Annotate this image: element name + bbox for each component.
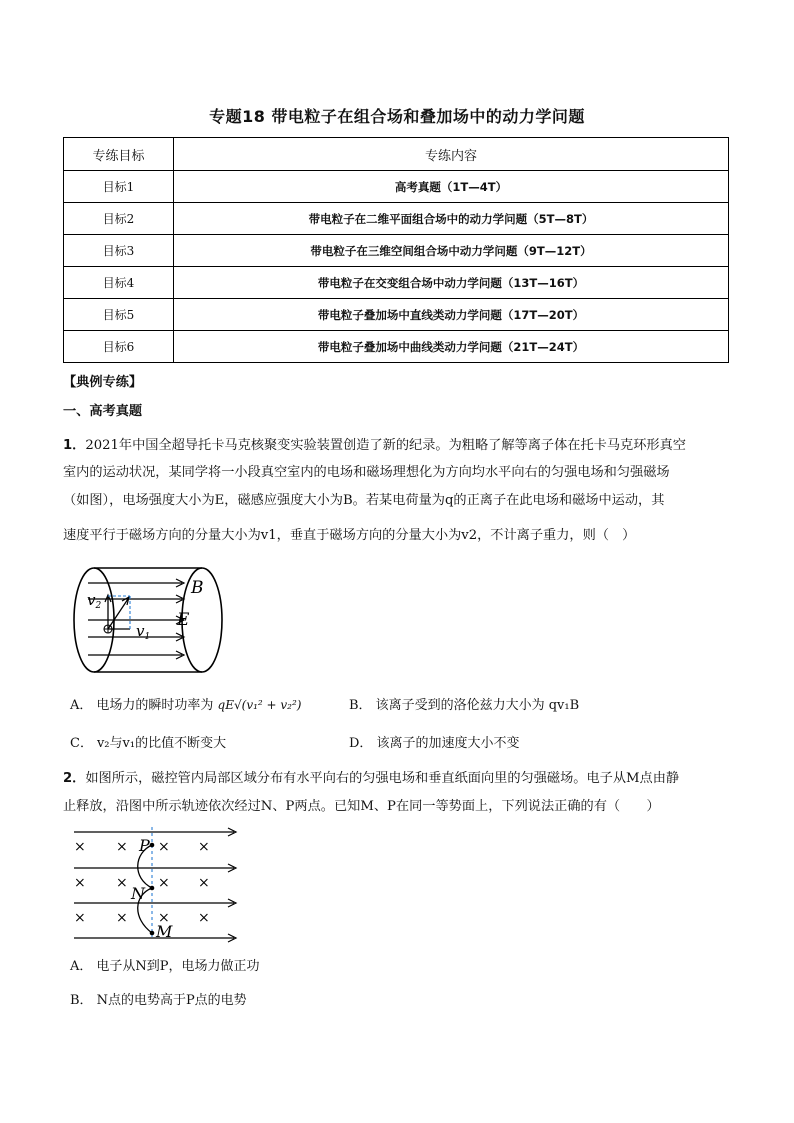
svg-text:×: × bbox=[158, 839, 170, 855]
table-cell: 目标2 bbox=[64, 203, 174, 235]
question-number: 1． bbox=[63, 438, 86, 453]
table-row bbox=[64, 235, 729, 267]
electric-field-lines bbox=[74, 828, 236, 942]
table-row bbox=[64, 203, 729, 235]
table-cell: 带电粒子在三维空间组合场中动力学问题（9T—12T） bbox=[174, 235, 729, 267]
svg-text:×: × bbox=[116, 875, 128, 891]
option-label: A． bbox=[70, 959, 93, 974]
svg-text:×: × bbox=[74, 839, 86, 855]
table-cell: 目标4 bbox=[64, 267, 174, 299]
option-c[interactable] bbox=[70, 732, 226, 751]
svg-text:×: × bbox=[198, 875, 210, 891]
svg-text:×: × bbox=[116, 910, 128, 926]
e-field-label: E bbox=[177, 610, 190, 630]
question-number: 2． bbox=[63, 771, 86, 786]
option-a[interactable] bbox=[70, 955, 260, 974]
table-cell: 带电粒子在交变组合场中动力学问题（13T—16T） bbox=[174, 267, 729, 299]
option-label: D． bbox=[349, 736, 373, 751]
svg-text:×: × bbox=[158, 875, 170, 891]
option-label: B． bbox=[70, 993, 93, 1008]
section-header: 【典例专练】 bbox=[63, 375, 143, 390]
table-cell: 带电粒子叠加场中曲线类动力学问题（21T—24T） bbox=[174, 331, 729, 363]
option-text: 电子从N到P，电场力做正功 bbox=[96, 959, 260, 974]
option-d[interactable] bbox=[349, 732, 519, 751]
table-cell: 目标1 bbox=[64, 171, 174, 203]
n-label: N bbox=[131, 884, 145, 903]
point-m bbox=[150, 931, 155, 936]
svg-text:×: × bbox=[198, 910, 210, 926]
table-cell: 目标6 bbox=[64, 331, 174, 363]
svg-text:×: × bbox=[158, 910, 170, 926]
question-line: （如图），电场强度大小为E，磁感应强度大小为B。若某电荷量为q的正离子在此电场和磁场中运动，其 bbox=[63, 493, 665, 508]
v1-label: $v_1$ bbox=[136, 622, 151, 642]
question-line bbox=[63, 436, 733, 456]
option-label: B． bbox=[349, 698, 372, 713]
table-header-cell: 专练内容 bbox=[174, 138, 729, 171]
option-text: v₂与v₁的比值不断变大 bbox=[96, 736, 227, 751]
table-header-row bbox=[64, 138, 729, 171]
resultant-velocity-vector bbox=[108, 599, 128, 629]
option-label: C． bbox=[70, 736, 93, 751]
subsection-title: 一、高考真题 bbox=[63, 404, 143, 419]
point-n bbox=[150, 886, 155, 891]
question-text: 2021年中国全超导托卡马克核聚变实验装置创造了新的纪录。为粗略了解等离子体在托卡马克环形真空 bbox=[85, 438, 686, 453]
option-label: A． bbox=[70, 698, 93, 713]
point-p bbox=[150, 843, 155, 848]
m-label: M bbox=[156, 922, 173, 941]
table-cell: 高考真题（1T—4T） bbox=[174, 171, 729, 203]
option-a[interactable] bbox=[70, 694, 301, 713]
option-text: N点的电势高于P点的电势 bbox=[96, 993, 247, 1008]
option-text: 该离子受到的洛伦兹力大小为 qv₁B bbox=[375, 698, 580, 713]
v2-label: $v_2$ bbox=[87, 591, 102, 611]
power-formula: qE√(v₁² + v₂²) bbox=[217, 698, 302, 712]
table-cell: 目标3 bbox=[64, 235, 174, 267]
option-b[interactable] bbox=[349, 694, 579, 713]
table-row bbox=[64, 331, 729, 363]
svg-text:×: × bbox=[116, 839, 128, 855]
option-b[interactable] bbox=[70, 989, 247, 1008]
table-row bbox=[64, 299, 729, 331]
question-line: 速度平行于磁场方向的分量大小为v1，垂直于磁场方向的分量大小为v2，不计离子重力，则（ ） bbox=[63, 528, 636, 543]
table-cell: 目标5 bbox=[64, 299, 174, 331]
question-text: 如图所示，磁控管内局部区域分布有水平向右的匀强电场和垂直纸面向里的匀强磁场。电子从M点由静 bbox=[85, 771, 680, 786]
goals-table bbox=[63, 137, 729, 363]
tokamak-field-figure bbox=[70, 563, 230, 678]
field-lines bbox=[88, 579, 184, 659]
svg-text:×: × bbox=[74, 910, 86, 926]
b-field-label: B bbox=[191, 578, 204, 598]
svg-text:×: × bbox=[74, 875, 86, 891]
table-row bbox=[64, 171, 729, 203]
table-row bbox=[64, 267, 729, 299]
question-line: 室内的运动状况，某同学将一小段真空室内的电场和磁场理想化为方向均水平向右的匀强电场和匀强磁场 bbox=[63, 465, 670, 480]
question-line bbox=[63, 769, 733, 789]
option-text: 该离子的加速度大小不变 bbox=[376, 736, 520, 751]
page-title: 专题18 带电粒子在组合场和叠加场中的动力学问题 bbox=[209, 107, 585, 126]
p-label: P bbox=[139, 836, 150, 855]
magnetron-field-figure bbox=[66, 823, 246, 948]
question-line: 止释放，沿图中所示轨迹依次经过N、P两点。已知M、P在同一等势面上，下列说法正确的有（ ） bbox=[63, 799, 660, 814]
table-header-cell: 专练目标 bbox=[64, 138, 174, 171]
svg-text:×: × bbox=[198, 839, 210, 855]
table-cell: 带电粒子叠加场中直线类动力学问题（17T—20T） bbox=[174, 299, 729, 331]
option-text: 电场力的瞬时功率为 bbox=[96, 698, 214, 713]
table-cell: 带电粒子在二维平面组合场中的动力学问题（5T—8T） bbox=[174, 203, 729, 235]
